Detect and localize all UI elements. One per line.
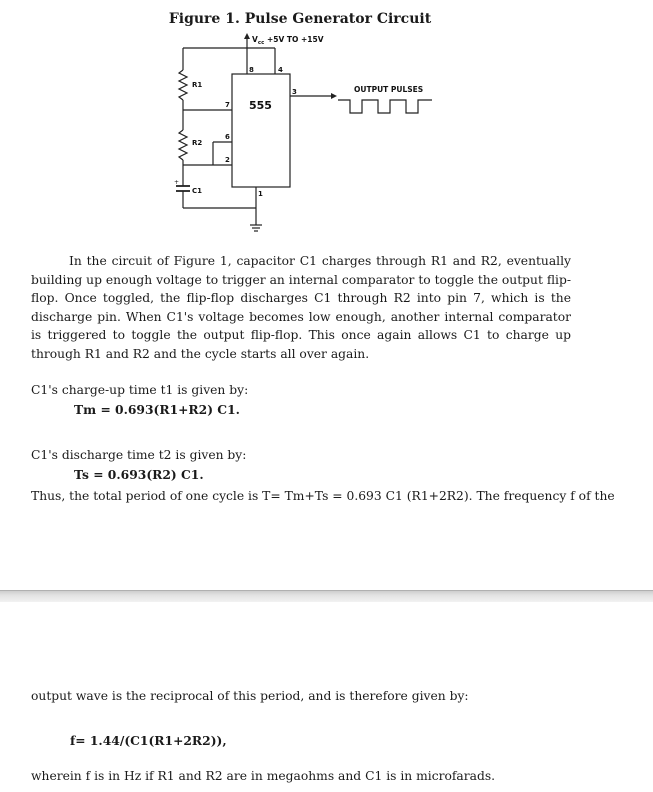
pulse-generator-circuit-diagram bbox=[0, 0, 653, 250]
r2-resistor bbox=[179, 130, 187, 160]
chip-label: 555 bbox=[249, 99, 272, 112]
frequency-formula: f= 1.44/(C1(R1+2R2)), bbox=[70, 733, 227, 748]
vcc-arrowhead bbox=[244, 33, 250, 39]
period-text: Thus, the total period of one cycle is T= Tm+Ts = 0.693 C1 (R1+2R2). The frequency f of the bbox=[31, 489, 615, 503]
chip-555-body bbox=[232, 74, 290, 187]
r1-resistor bbox=[179, 70, 187, 100]
output-label: OUTPUT PULSES bbox=[354, 85, 424, 94]
output-arrowhead bbox=[331, 93, 337, 99]
pin4-label: 4 bbox=[278, 66, 283, 74]
charge-time-formula: Tm = 0.693(R1+R2) C1. bbox=[74, 402, 240, 417]
pin2-label: 2 bbox=[225, 156, 230, 164]
pin8-label: 8 bbox=[249, 66, 254, 74]
output-pulse-waveform bbox=[338, 100, 432, 113]
c1-label: C1 bbox=[192, 187, 203, 195]
pin7-label: 7 bbox=[225, 101, 230, 109]
vcc-label-sub: cc bbox=[257, 40, 265, 46]
vcc-label bbox=[252, 35, 324, 46]
page-break-separator bbox=[0, 590, 653, 602]
page-break-edge bbox=[0, 590, 653, 591]
circuit-description-paragraph: In the circuit of Figure 1, capacitor C1 charges through R1 and R2, eventually building up enough voltage to trigger an internal comparator to toggle the output flip-flop. Once toggled, the flip-flop discharges C1 through R2 into pin 7, which is the discharge pin. When C1's voltage becomes low enough, another internal comparator is triggered to toggle the output flip-flop. This once again allows C1 to charge up through R1 and R2 and the cycle starts all over again. bbox=[31, 254, 571, 361]
pin1-label: 1 bbox=[258, 190, 263, 198]
frequency-continuation: output wave is the reciprocal of this period, and is therefore given by: bbox=[31, 689, 469, 703]
vcc-range: +5V TO +15V bbox=[264, 35, 324, 44]
vcc-label-main: V bbox=[252, 35, 258, 44]
discharge-time-intro: C1's discharge time t2 is given by: bbox=[31, 448, 247, 462]
discharge-time-formula: Ts = 0.693(R2) C1. bbox=[74, 467, 204, 482]
figure-title: Figure 1. Pulse Generator Circuit bbox=[168, 11, 432, 27]
c1-plus: + bbox=[174, 179, 180, 186]
pin6-label: 6 bbox=[225, 133, 230, 141]
pin3-label: 3 bbox=[292, 88, 297, 96]
units-note: wherein f is in Hz if R1 and R2 are in megaohms and C1 is in microfarads. bbox=[31, 769, 496, 783]
charge-time-intro: C1's charge-up time t1 is given by: bbox=[31, 383, 249, 397]
r2-label: R2 bbox=[192, 139, 203, 147]
r1-label: R1 bbox=[192, 81, 203, 89]
